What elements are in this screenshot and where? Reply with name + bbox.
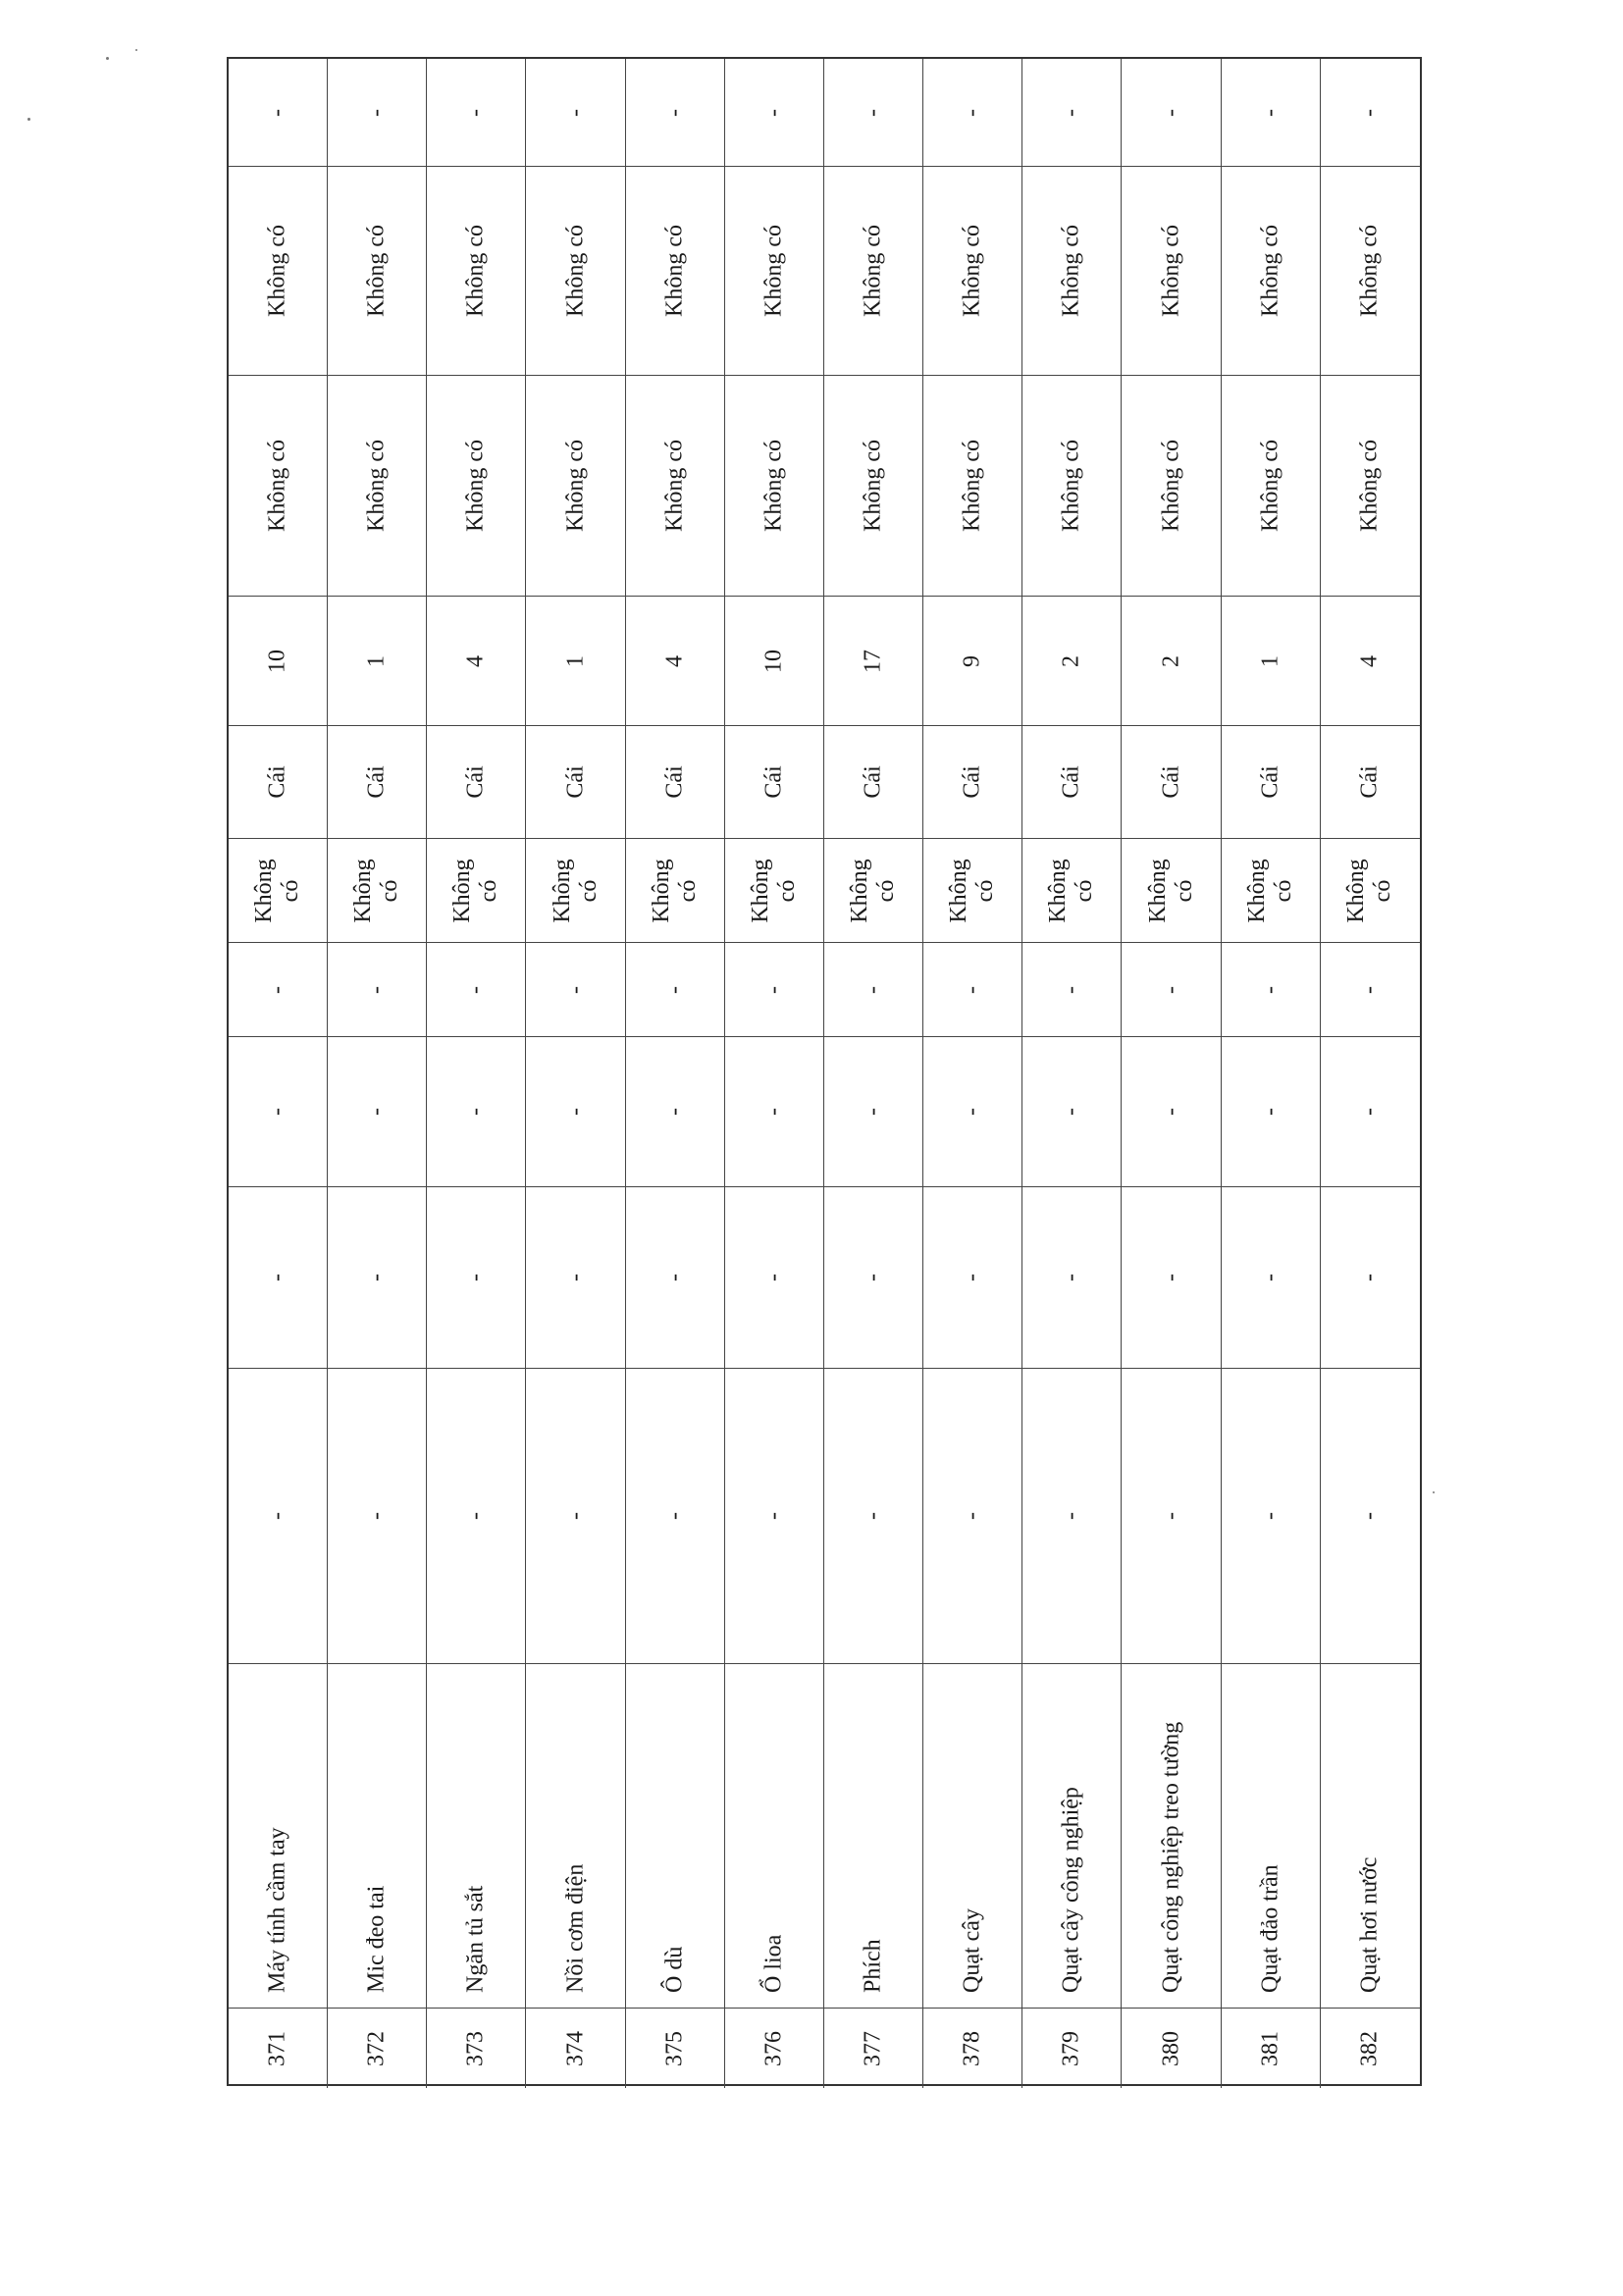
cell-col-2 [328,1187,427,1369]
cell-origin-text: Không có [946,858,999,923]
cell-status-1-text: Không có [1356,440,1383,532]
cell-origin-text: Không có [350,858,403,923]
cell-status-2 [1321,167,1420,376]
cell-quantity-text: 17 [860,649,886,673]
cell-unit-text: Cái [462,765,489,799]
cell-row-number [1022,2009,1122,2088]
cell-col-3-text: - [1158,1108,1184,1116]
cell-origin [1122,839,1221,943]
cell-status-2 [725,167,824,376]
cell-item-name-text: Ổ lioa [760,1934,787,1993]
cell-col-1-text: - [760,1512,787,1520]
cell-item-name-text: Mic đeo tai [363,1885,390,1993]
cell-item-name-text: Máy tính cầm tay [264,1827,290,1993]
cell-col-1 [328,1369,427,1664]
cell-status-1-text: Không có [760,440,787,532]
cell-origin [526,839,625,943]
cell-status-2 [1022,167,1122,376]
cell-remark [923,59,1022,167]
cell-status-1 [526,376,625,597]
cell-status-2 [427,167,526,376]
cell-unit [229,726,328,839]
cell-col-4 [328,943,427,1037]
cell-col-1-text: - [661,1512,688,1520]
cell-row-number-text: 372 [363,2030,390,2066]
cell-quantity-text: 10 [760,649,787,673]
cell-status-1-text: Không có [860,440,886,532]
cell-remark-text: - [661,108,688,117]
cell-status-2 [626,167,725,376]
cell-status-1 [725,376,824,597]
cell-row-number-text: 375 [661,2030,688,2066]
cell-status-1 [626,376,725,597]
cell-row-number-text: 374 [562,2030,589,2066]
cell-quantity [1022,597,1122,726]
cell-col-1 [824,1369,923,1664]
cell-remark-text: - [264,108,290,117]
cell-status-2-text: Không có [1257,225,1283,317]
cell-status-1 [229,376,328,597]
cell-unit-text: Cái [1158,765,1184,799]
cell-col-3 [923,1037,1022,1187]
cell-col-4 [229,943,328,1037]
cell-quantity [1321,597,1420,726]
cell-col-3 [824,1037,923,1187]
cell-item-name-text: Phích [860,1939,886,1993]
cell-status-1-text: Không có [1257,440,1283,532]
cell-item-name [328,1664,427,2009]
cell-status-1-text: Không có [363,440,390,532]
cell-row-number-text: 378 [959,2030,985,2066]
cell-item-name-text: Quạt cây [959,1908,985,1993]
cell-origin [1022,839,1122,943]
cell-col-3-text: - [1356,1108,1383,1116]
cell-row-number [1122,2009,1221,2088]
cell-origin-text: Không có [1045,858,1098,923]
cell-remark [229,59,328,167]
cell-col-2-text: - [661,1274,688,1281]
scan-speck [27,118,30,121]
cell-origin [824,839,923,943]
cell-row-number [824,2009,923,2088]
cell-unit-text: Cái [1257,765,1283,799]
cell-item-name [725,1664,824,2009]
cell-remark [1022,59,1122,167]
cell-status-1 [824,376,923,597]
cell-unit [1022,726,1122,839]
cell-status-1-text: Không có [661,440,688,532]
cell-col-4 [1222,943,1321,1037]
cell-status-1-text: Không có [1058,440,1084,532]
cell-quantity [526,597,625,726]
cell-unit [526,726,625,839]
cell-col-3 [725,1037,824,1187]
cell-item-name-text: Ngăn tủ sắt [462,1885,489,1993]
cell-item-name-text: Quạt công nghiệp treo tường [1158,1721,1184,1993]
cell-col-1 [725,1369,824,1664]
cell-row-number [229,2009,328,2088]
cell-item-name [229,1664,328,2009]
cell-col-1-text: - [860,1512,886,1520]
cell-col-2 [427,1187,526,1369]
cell-col-2 [725,1187,824,1369]
cell-col-2 [923,1187,1022,1369]
cell-col-3 [427,1037,526,1187]
cell-col-4-text: - [760,985,787,994]
cell-status-2-text: Không có [363,225,390,317]
cell-col-4 [725,943,824,1037]
cell-status-2 [1122,167,1221,376]
cell-col-2-text: - [1158,1274,1184,1281]
cell-status-2-text: Không có [264,225,290,317]
cell-remark-text: - [860,108,886,117]
cell-origin [923,839,1022,943]
cell-status-2 [328,167,427,376]
cell-unit [427,726,526,839]
cell-quantity-text: 2 [1058,654,1084,667]
cell-remark-text: - [1356,108,1383,117]
table-grid [227,57,1422,2086]
cell-col-3 [229,1037,328,1187]
cell-item-name [923,1664,1022,2009]
cell-col-2-text: - [363,1274,390,1281]
cell-col-1-text: - [1058,1512,1084,1520]
cell-col-1-text: - [363,1512,390,1520]
cell-remark-text: - [760,108,787,117]
cell-item-name [626,1664,725,2009]
cell-col-3-text: - [661,1108,688,1116]
cell-quantity-text: 4 [462,654,489,667]
cell-col-4-text: - [562,985,589,994]
cell-col-2 [1122,1187,1221,1369]
cell-origin-text: Không có [748,858,800,923]
cell-status-1-text: Không có [264,440,290,532]
cell-quantity-text: 1 [363,654,390,667]
cell-unit-text: Cái [363,765,390,799]
cell-status-2-text: Không có [959,225,985,317]
cell-row-number [725,2009,824,2088]
cell-unit [1321,726,1420,839]
cell-col-2 [1022,1187,1122,1369]
scan-speck [106,57,109,60]
cell-status-2-text: Không có [1356,225,1383,317]
cell-quantity-text: 9 [959,654,985,667]
cell-unit-text: Cái [562,765,589,799]
cell-col-3 [1222,1037,1321,1187]
cell-status-2-text: Không có [1158,225,1184,317]
cell-unit [824,726,923,839]
cell-col-3-text: - [562,1108,589,1116]
cell-col-4 [526,943,625,1037]
cell-origin-text: Không có [1343,858,1396,923]
cell-row-number [923,2009,1022,2088]
cell-col-3 [328,1037,427,1187]
cell-row-number-text: 382 [1356,2030,1383,2066]
cell-status-2-text: Không có [760,225,787,317]
cell-remark [526,59,625,167]
cell-row-number-text: 380 [1158,2030,1184,2066]
cell-quantity [1222,597,1321,726]
cell-status-2 [229,167,328,376]
cell-col-1 [1022,1369,1122,1664]
cell-status-2 [526,167,625,376]
cell-item-name [1321,1664,1420,2009]
cell-origin-text: Không có [847,858,900,923]
cell-remark-text: - [562,108,589,117]
cell-col-1-text: - [1356,1512,1383,1520]
cell-col-3 [626,1037,725,1187]
cell-col-3-text: - [1257,1108,1283,1116]
cell-remark-text: - [959,108,985,117]
scan-speck [1433,1491,1435,1493]
cell-quantity [824,597,923,726]
cell-item-name-text: Nồi cơm điện [562,1863,589,1993]
cell-col-2-text: - [860,1274,886,1281]
cell-col-4 [1122,943,1221,1037]
cell-col-4 [1022,943,1122,1037]
cell-col-3 [1321,1037,1420,1187]
cell-status-1 [923,376,1022,597]
cell-col-4-text: - [860,985,886,994]
cell-col-1-text: - [462,1512,489,1520]
cell-unit [725,726,824,839]
cell-col-2-text: - [760,1274,787,1281]
cell-status-2-text: Không có [860,225,886,317]
cell-row-number-text: 371 [264,2030,290,2066]
cell-origin-text: Không có [251,858,304,923]
cell-status-1 [1022,376,1122,597]
cell-row-number-text: 377 [860,2030,886,2066]
cell-col-3-text: - [363,1108,390,1116]
cell-col-4-text: - [363,985,390,994]
scan-speck [135,49,137,51]
cell-row-number [626,2009,725,2088]
cell-remark-text: - [1058,108,1084,117]
cell-col-2 [626,1187,725,1369]
cell-item-name-text: Ô dù [661,1946,688,1993]
cell-col-4-text: - [462,985,489,994]
cell-row-number [1321,2009,1420,2088]
cell-remark [427,59,526,167]
cell-quantity [923,597,1022,726]
cell-item-name [427,1664,526,2009]
cell-quantity [427,597,526,726]
cell-origin [328,839,427,943]
cell-quantity-text: 10 [264,649,290,673]
cell-col-4 [427,943,526,1037]
cell-col-1 [1222,1369,1321,1664]
cell-status-1 [1122,376,1221,597]
cell-col-1 [229,1369,328,1664]
cell-status-2-text: Không có [1058,225,1084,317]
cell-status-1-text: Không có [562,440,589,532]
cell-row-number [427,2009,526,2088]
cell-quantity-text: 1 [562,654,589,667]
cell-col-2-text: - [1058,1274,1084,1281]
cell-status-1 [1321,376,1420,597]
cell-remark [626,59,725,167]
cell-col-1-text: - [264,1512,290,1520]
cell-origin-text: Không có [549,858,602,923]
cell-col-4 [923,943,1022,1037]
cell-status-1-text: Không có [462,440,489,532]
cell-remark [328,59,427,167]
cell-item-name [1022,1664,1122,2009]
cell-remark-text: - [363,108,390,117]
cell-col-4 [824,943,923,1037]
cell-origin-text: Không có [648,858,701,923]
cell-unit-text: Cái [264,765,290,799]
cell-col-3-text: - [462,1108,489,1116]
cell-col-1-text: - [959,1512,985,1520]
cell-col-1-text: - [1257,1512,1283,1520]
cell-col-4-text: - [1257,985,1283,994]
cell-status-1 [427,376,526,597]
cell-col-2-text: - [1257,1274,1283,1281]
cell-col-2-text: - [959,1274,985,1281]
cell-remark-text: - [1257,108,1283,117]
cell-col-4 [1321,943,1420,1037]
cell-col-3-text: - [959,1108,985,1116]
cell-col-1-text: - [1158,1512,1184,1520]
cell-col-4 [626,943,725,1037]
cell-item-name [1122,1664,1221,2009]
cell-col-1-text: - [562,1512,589,1520]
cell-status-2-text: Không có [661,225,688,317]
cell-item-name-text: Quạt cây công nghiệp [1058,1787,1084,1993]
cell-col-4-text: - [1356,985,1383,994]
cell-quantity [1122,597,1221,726]
cell-quantity-text: 2 [1158,654,1184,667]
cell-origin [1321,839,1420,943]
cell-unit [626,726,725,839]
cell-col-3-text: - [860,1108,886,1116]
inventory-table [227,57,1422,2086]
cell-col-1 [1321,1369,1420,1664]
cell-col-2-text: - [462,1274,489,1281]
cell-quantity [626,597,725,726]
cell-status-2-text: Không có [562,225,589,317]
cell-remark [824,59,923,167]
cell-col-2 [824,1187,923,1369]
cell-row-number-text: 379 [1058,2030,1084,2066]
cell-col-3-text: - [264,1108,290,1116]
cell-row-number-text: 381 [1257,2030,1283,2066]
cell-row-number [328,2009,427,2088]
cell-col-3-text: - [1058,1108,1084,1116]
cell-status-2 [824,167,923,376]
cell-col-4-text: - [959,985,985,994]
cell-unit-text: Cái [760,765,787,799]
cell-unit-text: Cái [860,765,886,799]
cell-col-1 [626,1369,725,1664]
cell-col-3 [1022,1037,1122,1187]
cell-remark-text: - [1158,108,1184,117]
cell-origin [626,839,725,943]
cell-item-name-text: Quạt đảo trần [1257,1864,1283,1993]
cell-quantity-text: 1 [1257,654,1283,667]
cell-item-name-text: Quạt hơi nước [1356,1856,1383,1993]
cell-status-2 [1222,167,1321,376]
cell-unit-text: Cái [1356,765,1383,799]
cell-col-1 [427,1369,526,1664]
cell-status-1 [1222,376,1321,597]
cell-col-2 [1222,1187,1321,1369]
cell-item-name [824,1664,923,2009]
cell-remark-text: - [462,108,489,117]
cell-status-1-text: Không có [959,440,985,532]
cell-row-number [526,2009,625,2088]
cell-origin-text: Không có [1144,858,1197,923]
cell-unit-text: Cái [959,765,985,799]
cell-origin [229,839,328,943]
cell-col-2 [526,1187,625,1369]
cell-col-1 [1122,1369,1221,1664]
cell-col-2-text: - [264,1274,290,1281]
cell-origin-text: Không có [1243,858,1296,923]
cell-col-4-text: - [264,985,290,994]
cell-col-2 [1321,1187,1420,1369]
cell-col-4-text: - [661,985,688,994]
cell-col-1 [923,1369,1022,1664]
cell-col-3-text: - [760,1108,787,1116]
cell-quantity-text: 4 [661,654,688,667]
cell-unit [1122,726,1221,839]
cell-row-number-text: 373 [462,2030,489,2066]
cell-col-2-text: - [562,1274,589,1281]
cell-col-2-text: - [1356,1274,1383,1281]
cell-unit-text: Cái [661,765,688,799]
cell-col-2 [229,1187,328,1369]
cell-item-name [1222,1664,1321,2009]
cell-origin [1222,839,1321,943]
cell-remark [1321,59,1420,167]
cell-status-1 [328,376,427,597]
cell-quantity [328,597,427,726]
cell-quantity [725,597,824,726]
cell-unit [328,726,427,839]
cell-unit [923,726,1022,839]
cell-remark [1222,59,1321,167]
cell-origin [427,839,526,943]
cell-col-3 [526,1037,625,1187]
cell-item-name [526,1664,625,2009]
cell-unit-text: Cái [1058,765,1084,799]
cell-col-4-text: - [1158,985,1184,994]
cell-row-number-text: 376 [760,2030,787,2066]
cell-unit [1222,726,1321,839]
cell-col-4-text: - [1058,985,1084,994]
cell-remark [1122,59,1221,167]
cell-col-3 [1122,1037,1221,1187]
cell-status-2-text: Không có [462,225,489,317]
cell-quantity [229,597,328,726]
cell-row-number [1222,2009,1321,2088]
cell-origin [725,839,824,943]
cell-remark [725,59,824,167]
cell-status-2 [923,167,1022,376]
cell-col-1 [526,1369,625,1664]
cell-origin-text: Không có [449,858,502,923]
cell-status-1-text: Không có [1158,440,1184,532]
cell-quantity-text: 4 [1356,654,1383,667]
